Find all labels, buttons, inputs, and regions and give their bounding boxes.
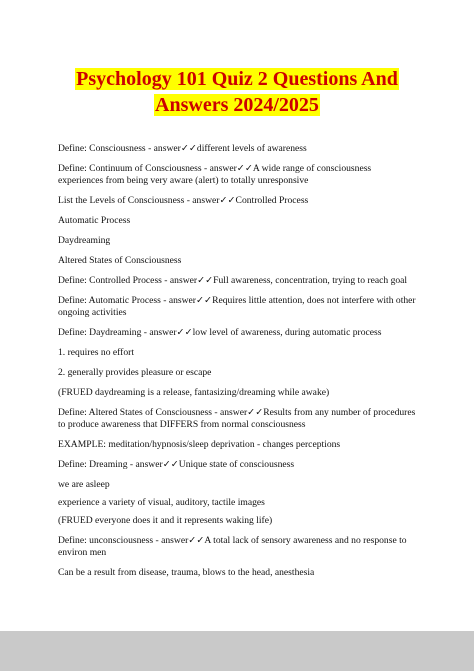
paragraph: Define: Continuum of Consciousness - answer✓✓A wide range of consciousness experiences from being very aware (alert) to totally unresponsive [58, 163, 372, 186]
paragraph: Define: Controlled Process - answer✓✓Full awareness, concentration, trying to reach goal [58, 275, 408, 286]
paragraph: Can be a result from disease, trauma, blows to the head, anesthesia [58, 567, 315, 578]
title-block [58, 66, 416, 118]
paragraph: EXAMPLE: meditation/hypnosis/sleep deprivation - changes perceptions [58, 439, 341, 450]
paragraph: 2. generally provides pleasure or escape [58, 367, 212, 378]
paragraph: Daydreaming [58, 235, 111, 246]
paragraph: 1. requires no effort [58, 347, 135, 358]
document-title: Psychology 101 Quiz 2 Questions And Answers 2024/2025 [76, 68, 398, 116]
paragraph: Define: unconsciousness - answer✓✓A total lack of sensory awareness and no response to environ men [58, 535, 407, 558]
paragraph: Define: Automatic Process - answer✓✓Requires little attention, does not interfere with other ongoing activities [58, 295, 416, 318]
paragraph: Altered States of Consciousness [58, 255, 182, 266]
paragraph: Automatic Process [58, 215, 131, 226]
document-body [58, 143, 416, 579]
paragraph: Define: Consciousness - answer✓✓different levels of awareness [58, 143, 307, 154]
paragraph: List the Levels of Consciousness - answer✓✓Controlled Process [58, 195, 309, 206]
paragraph: Define: Dreaming - answer✓✓Unique state of consciousness [58, 459, 295, 470]
paragraph: (FRUED everyone does it and it represents waking life) [58, 515, 273, 526]
paragraph: (FRUED daydreaming is a release, fantasizing/dreaming while awake) [58, 387, 330, 398]
paragraph: we are asleep [58, 479, 110, 490]
paragraph: experience a variety of visual, auditory, tactile images [58, 497, 265, 508]
paragraph: Define: Daydreaming - answer✓✓low level of awareness, during automatic process [58, 327, 382, 338]
paragraph: Define: Altered States of Consciousness - answer✓✓Results from any number of procedures to produce awareness that DIFFERS from normal consciousness [58, 407, 416, 430]
